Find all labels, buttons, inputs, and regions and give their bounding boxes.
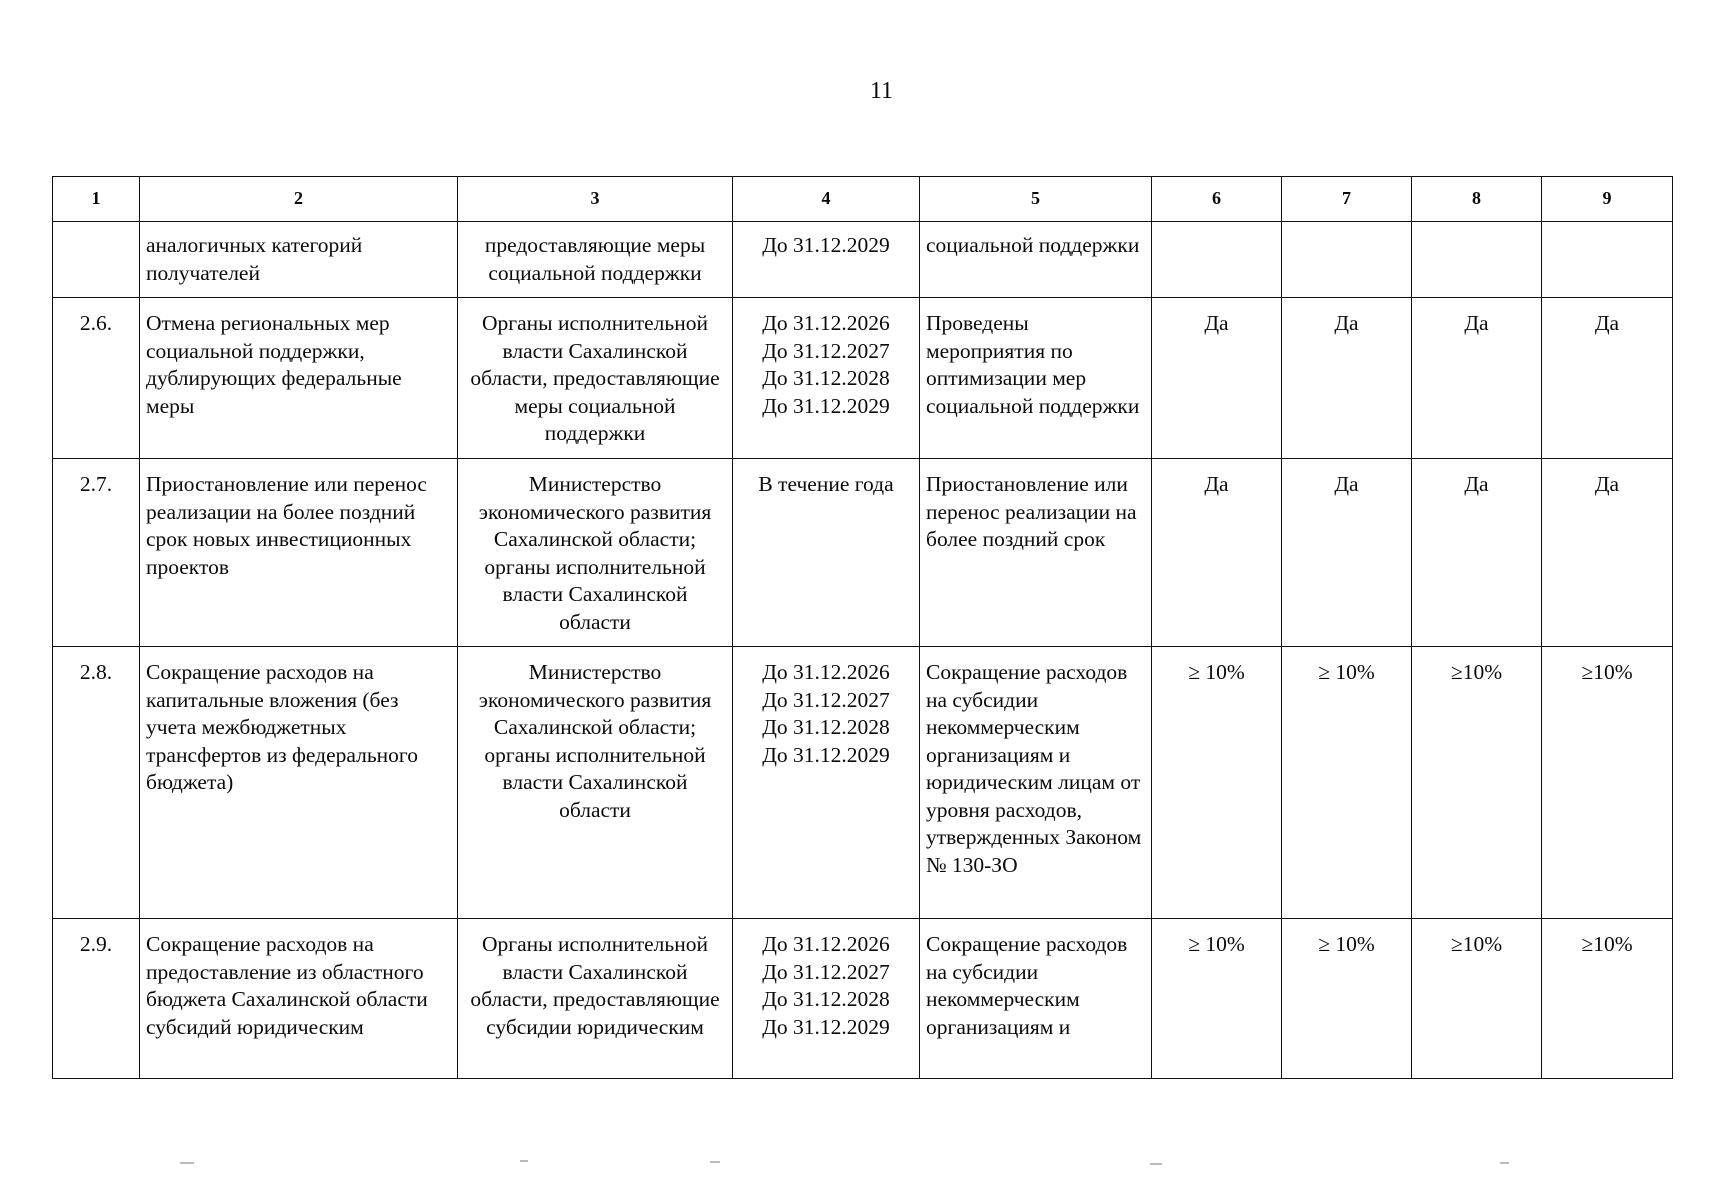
value-text: ≥ 10% [1188, 932, 1245, 956]
header-col-9: 9 [1542, 177, 1673, 222]
value-text: Да [1204, 472, 1229, 496]
executor-text: Органы исполнительной власти Сахалинской области, предоставляющие меры социальной поддержки [470, 311, 720, 445]
value-text: ≥ 10% [1318, 932, 1375, 956]
table-row [53, 919, 1673, 1079]
value-cell [1282, 459, 1412, 647]
result-cell [920, 459, 1152, 647]
table-row [53, 298, 1673, 459]
value-cell [1282, 222, 1412, 298]
result-cell [920, 919, 1152, 1079]
value-cell [1152, 298, 1282, 459]
deadline-date: До 31.12.2027 [762, 338, 890, 363]
value-text: Да [1464, 311, 1489, 335]
measure-text: Приостановление или перенос реализации на более поздний срок новых инвестиционных проектов [146, 472, 427, 579]
measure-text: Сокращение расходов на капитальные вложения (без учета межбюджетных трансфертов из федерального бюджета) [146, 660, 418, 794]
deadline-date: До 31.12.2028 [762, 987, 890, 1011]
value-cell [1412, 222, 1542, 298]
row-number-cell [53, 647, 140, 919]
deadline-list [733, 222, 919, 264]
row-number-cell [53, 298, 140, 459]
value-text: Да [1594, 472, 1620, 496]
deadline-cell [733, 647, 920, 919]
deadline-date: До 31.12.2029 [762, 742, 890, 767]
value-text: Да [1594, 311, 1620, 335]
deadline-cell [733, 459, 920, 647]
executor-cell [458, 298, 733, 459]
executor-text: Министерство экономического развития Сахалинской области; органы исполнительной власти Сахалинской области [478, 472, 712, 634]
value-text: ≥ 10% [1318, 660, 1375, 684]
row-number-cell [53, 919, 140, 1079]
header-col-4: 4 [733, 177, 920, 222]
deadline-date: До 31.12.2027 [762, 687, 890, 712]
result-cell [920, 647, 1152, 919]
value-text: Да [1204, 311, 1229, 335]
header-col-5: 5 [920, 177, 1152, 222]
result-text: Сокращение расходов на субсидии некоммерческим организациям и юридическим лицам от уровня расходов, утвержденных Законом № 130-ЗО [926, 660, 1142, 877]
result-text: Проведены мероприятия по оптимизации мер социальной поддержки [926, 311, 1140, 418]
deadline-list [733, 298, 919, 424]
executor-cell [458, 459, 733, 647]
measure-cell [140, 222, 458, 298]
measures-table [52, 176, 1673, 1079]
value-cell [1152, 222, 1282, 298]
result-cell [920, 222, 1152, 298]
executor-text: Министерство экономического развития Сахалинской области; органы исполнительной власти Сахалинской области [478, 660, 712, 822]
value-cell [1412, 919, 1542, 1079]
scan-speck [180, 1162, 194, 1164]
table-row [53, 222, 1673, 298]
value-cell [1412, 298, 1542, 459]
measure-cell [140, 647, 458, 919]
value-cell [1542, 222, 1673, 298]
deadline-date: До 31.12.2029 [762, 233, 890, 257]
value-cell [1542, 459, 1673, 647]
deadline-list [733, 647, 919, 773]
header-col-8: 8 [1412, 177, 1542, 222]
value-text: Да [1464, 472, 1489, 496]
measure-text: Отмена региональных мер социальной поддержки, дублирующих федеральные меры [146, 311, 402, 418]
value-cell [1412, 459, 1542, 647]
deadline-list [733, 919, 919, 1045]
value-cell [1542, 647, 1673, 919]
scan-speck [1500, 1162, 1509, 1164]
value-text: ≥ 10% [1188, 660, 1245, 684]
value-cell [1282, 298, 1412, 459]
page-number: 11 [869, 78, 894, 104]
scan-speck [1150, 1163, 1162, 1165]
value-text: Да [1334, 311, 1359, 335]
deadline-date: До 31.12.2028 [762, 366, 890, 390]
value-text: ≥10% [1450, 660, 1503, 684]
result-text: Приостановление или перенос реализации на более поздний срок [926, 472, 1137, 551]
measure-cell [140, 459, 458, 647]
deadline-date: До 31.12.2027 [762, 959, 890, 984]
measure-text: аналогичных категорий получателей [146, 233, 363, 285]
deadline-date: До 31.12.2029 [762, 1014, 890, 1039]
deadline-cell [733, 222, 920, 298]
row-number-cell [53, 222, 140, 298]
value-text: ≥10% [1581, 660, 1633, 684]
header-col-1: 1 [53, 177, 140, 222]
result-cell [920, 298, 1152, 459]
value-cell [1152, 647, 1282, 919]
deadline-date: До 31.12.2026 [762, 932, 890, 956]
row-number: 2.7. [79, 472, 113, 496]
value-text: ≥10% [1581, 932, 1633, 956]
table-row [53, 647, 1673, 919]
table-row [53, 459, 1673, 647]
header-col-3: 3 [458, 177, 733, 222]
deadline-list [733, 459, 919, 503]
value-cell [1152, 919, 1282, 1079]
value-cell [1282, 647, 1412, 919]
value-text [1412, 222, 1541, 238]
value-cell [1282, 919, 1412, 1079]
executor-cell [458, 919, 733, 1079]
executor-cell [458, 222, 733, 298]
executor-cell [458, 647, 733, 919]
deadline-date: В течение года [758, 472, 894, 496]
header-col-7: 7 [1282, 177, 1412, 222]
header-col-2: 2 [140, 177, 458, 222]
value-text: ≥10% [1450, 932, 1503, 956]
row-number: 2.6. [79, 311, 113, 335]
row-number [53, 222, 139, 226]
value-text [1282, 222, 1411, 238]
executor-text: предоставляющие меры социальной поддержки [484, 233, 706, 285]
value-cell [1542, 298, 1673, 459]
measure-cell [140, 919, 458, 1079]
scan-speck [520, 1160, 528, 1162]
deadline-date: До 31.12.2028 [762, 715, 890, 739]
header-col-6: 6 [1152, 177, 1282, 222]
row-number-cell [53, 459, 140, 647]
deadline-date: До 31.12.2026 [762, 660, 890, 684]
table-header-row [53, 177, 1673, 222]
measure-cell [140, 298, 458, 459]
deadline-date: До 31.12.2029 [762, 393, 890, 418]
value-text [1152, 222, 1281, 238]
value-text: Да [1334, 472, 1359, 496]
value-cell [1412, 647, 1542, 919]
measure-text: Сокращение расходов на предоставление из областного бюджета Сахалинской области субсидий юридическим [146, 932, 428, 1039]
deadline-cell [733, 919, 920, 1079]
value-cell [1152, 459, 1282, 647]
result-text: социальной поддержки [926, 233, 1140, 257]
row-number: 2.9. [79, 932, 113, 956]
result-text: Сокращение расходов на субсидии некоммерческим организациям и [926, 932, 1128, 1039]
value-cell [1542, 919, 1673, 1079]
deadline-cell [733, 298, 920, 459]
row-number: 2.8. [79, 660, 113, 684]
executor-text: Органы исполнительной власти Сахалинской области, предоставляющие субсидии юридическим [470, 932, 720, 1039]
scan-speck [710, 1161, 720, 1163]
value-text [1542, 222, 1672, 238]
deadline-date: До 31.12.2026 [762, 311, 890, 335]
